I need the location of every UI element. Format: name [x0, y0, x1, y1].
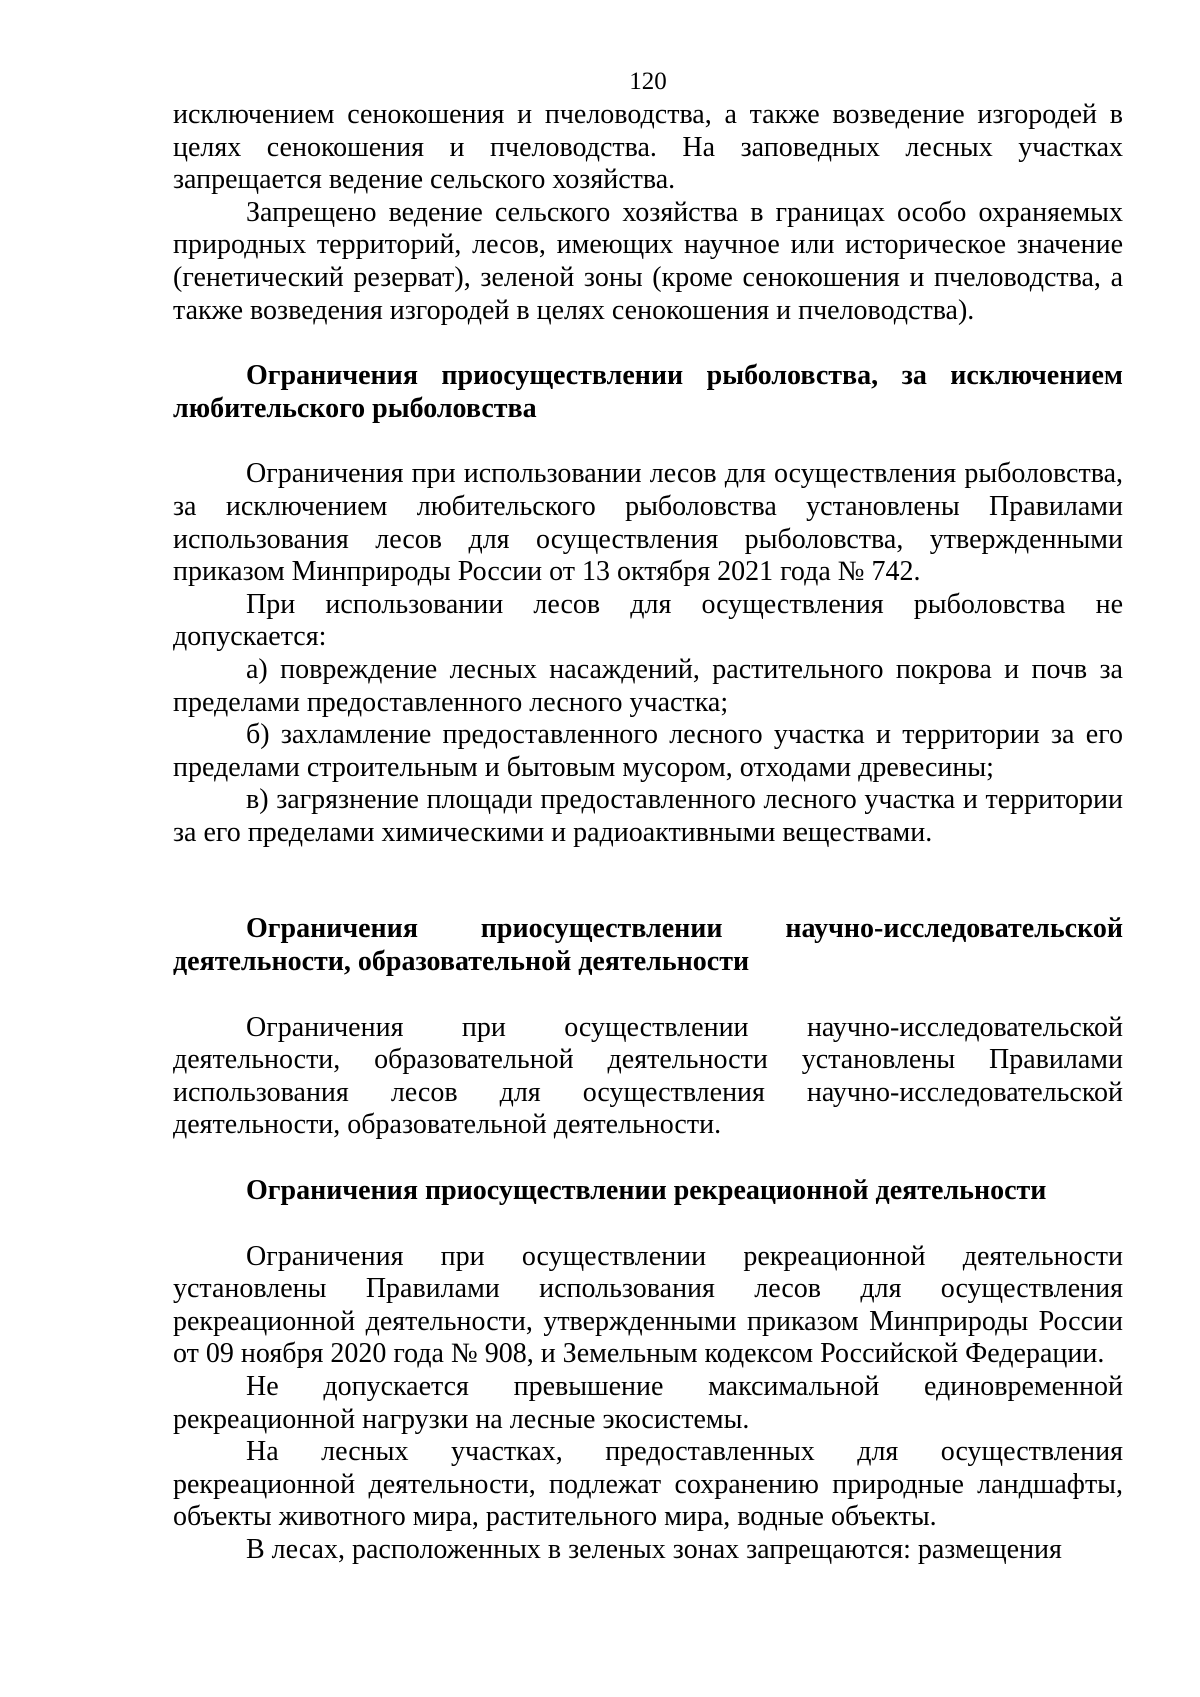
paragraph-recreation-load: Не допускается превышение максимальной единовременной рекреационной нагрузки на лесные экосистемы. — [173, 1371, 1123, 1435]
paragraph-fishing-rules: Ограничения при использовании лесов для осуществления рыболовства, за исключением любительского рыболовства установлены Правилами использования лесов для осуществления рыболовства, утвержденными приказом Минприроды России от 13 октября 2021 года № 742. — [173, 458, 1123, 588]
page-number: 120 — [629, 68, 667, 95]
paragraph-fishing-prohibited: При использовании лесов для осуществления рыболовства не допускается: — [173, 588, 1123, 653]
paragraph-green-zones: В лесах, расположенных в зеленых зонах запрещаются: размещения — [246, 1533, 1062, 1565]
heading-research: Ограничения приосуществлении научно-исследовательской деятельности, образовательной деятельности — [173, 913, 1123, 978]
paragraph-research-rules: Ограничения при осуществлении научно-исследовательской деятельности, образовательной деятельности установлены Правилами использования лесов для осуществления научно-исследовательской деятельности, образовательной деятельности. — [173, 1011, 1123, 1141]
list-item-v: в) загрязнение площади предоставленного лесного участка и территории за его пределами химическими и радиоактивными веществами. — [173, 784, 1123, 848]
heading-fishing: Ограничения приосуществлении рыболовства, за исключением любительского рыболовства — [173, 360, 1123, 424]
paragraph-recreation-rules: Ограничения при осуществлении рекреационной деятельности установлены Правилами использования лесов для осуществления рекреационной деятельности, утвержденными приказом Минприроды России от 09 ноября 2020 года № 908, и Земельным кодексом Российской Федерации. — [173, 1240, 1123, 1370]
paragraph-continuation: исключением сенокошения и пчеловодства, а также возведение изгородей в целях сенокошения и пчеловодства. На заповедных лесных участках запрещается ведение сельского хозяйства. — [173, 99, 1123, 196]
paragraph-agriculture-ban: Запрещено ведение сельского хозяйства в границах особо охраняемых природных территорий, лесов, имеющих научное или историческое значение (генетический резерват), зеленой зоны (кроме сенокошения и пчеловодства, а также возведения изгородей в целях сенокошения и пчеловодства). — [173, 196, 1123, 326]
list-item-b: б) захламление предоставленного лесного участка и территории за его пределами строительным и бытовым мусором, отходами древесины; — [173, 719, 1123, 783]
heading-recreation: Ограничения приосуществлении рекреационной деятельности — [246, 1175, 1047, 1207]
list-item-a: а) повреждение лесных насаждений, растительного покрова и почв за пределами предоставленного лесного участка; — [173, 653, 1123, 718]
document-page — [173, 66, 1123, 1567]
paragraph-recreation-preserve: На лесных участках, предоставленных для осуществления рекреационной деятельности, подлежат сохранению природные ландшафты, объекты животного мира, растительного мира, водные объекты. — [173, 1436, 1123, 1533]
